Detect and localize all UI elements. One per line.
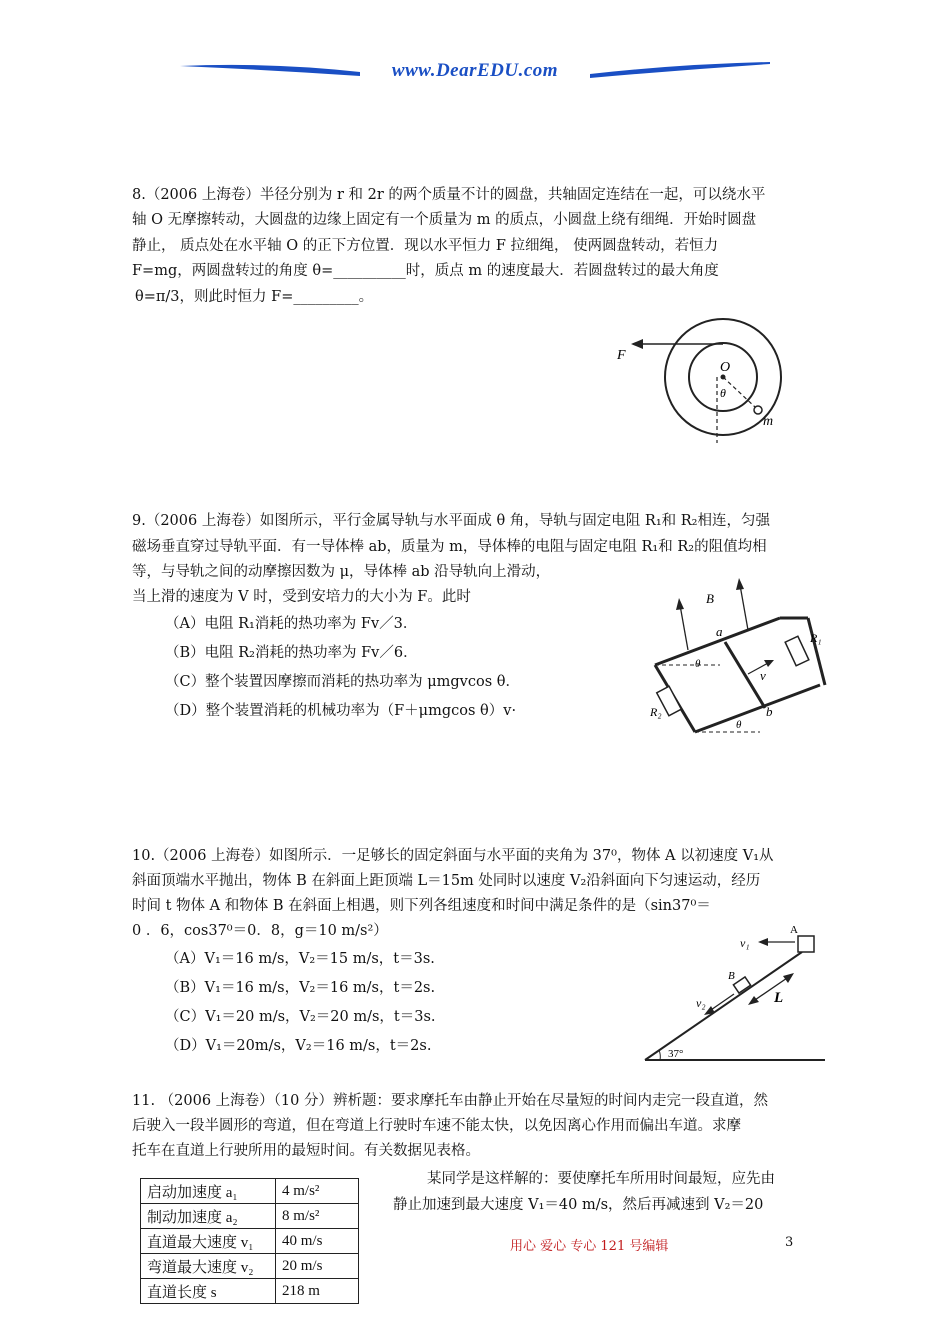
- table-cell-label: 直道长度 s: [141, 1279, 276, 1304]
- q9-line: 当上滑的速度为 V 时，受到安培力的大小为 F。此时: [132, 589, 471, 605]
- q11-data-table: [140, 1178, 359, 1304]
- q9-label-b: b: [766, 704, 773, 719]
- q11-side-line: 某同学是这样解的：要使摩托车所用时间最短，应先由: [427, 1171, 775, 1187]
- q9-label-v: v: [760, 668, 766, 683]
- q8-label-O: O: [720, 360, 731, 375]
- table-row: [141, 1279, 359, 1304]
- q10-label-A: A: [790, 924, 798, 936]
- q9-label-R2: R₂: [650, 705, 662, 719]
- q9-line: 磁场垂直穿过导轨平面．有一导体棒 ab，质量为 m，导体棒的电阻与固定电阻 R₁和 R₂的阻值均相: [132, 539, 767, 555]
- q10-incline-figure: [640, 922, 830, 1067]
- q9-option-d[interactable]: （D）整个装置消耗的机械功率为（F＋μmgcos θ）v·: [165, 703, 517, 719]
- table-row: [141, 1204, 359, 1229]
- q10-line: 0 ．6，cos37⁰＝0．8，g＝10 m/s²）: [132, 923, 388, 939]
- q9-option-b[interactable]: （B）电阻 R₂消耗的热功率为 Fv／6．: [165, 645, 418, 661]
- q10-label-v2: v₂: [696, 996, 706, 1010]
- q11-line: 后驶入一段半圆形的弯道，但在弯道上行驶时车速不能太快，以免因离心作用而偏出车道。求摩: [132, 1118, 741, 1134]
- q8-label-F: F: [617, 348, 626, 363]
- q9-option-c[interactable]: （C）整个装置因摩擦而消耗的热功率为 μmgvcos θ．: [165, 674, 520, 690]
- q8-disc-figure: [605, 315, 805, 450]
- q8-label-m: m: [763, 414, 774, 429]
- q10-line: 斜面顶端水平抛出，物体 B 在斜面上距顶端 L＝15m 处同时以速度 V₂沿斜面向下匀速运动，经历: [132, 873, 761, 889]
- q9-rail-figure: [640, 570, 840, 740]
- table-cell-label: 启动加速度 a₁: [141, 1179, 276, 1204]
- table-row: [141, 1229, 359, 1254]
- table-cell-label: 直道最大速度 v₁: [141, 1229, 276, 1254]
- q9-label-a: a: [716, 624, 723, 639]
- q8-line: 静止， 质点处在水平轴 O 的正下方位置．现以水平恒力 F 拉细绳， 使两圆盘转动，若恒力: [132, 238, 719, 254]
- q10-option-c[interactable]: （C）V₁＝20 m/s，V₂＝20 m/s，t＝3s.: [165, 1009, 436, 1025]
- q9-label-theta-upper: θ: [695, 658, 701, 670]
- q9-line: 等，与导轨之间的动摩擦因数为 μ，导体棒 ab 沿导轨向上滑动，: [132, 564, 551, 580]
- table-row: [141, 1254, 359, 1279]
- q10-label-angle: 37°: [668, 1048, 684, 1060]
- footer-text: 用心 爱心 专心 121 号编辑: [510, 1239, 669, 1254]
- q9-option-a[interactable]: （A）电阻 R₁消耗的热功率为 Fv／3．: [165, 616, 418, 632]
- q11-line: 11. （2006 上海卷）（10 分）辨析题：要求摩托车由静止开始在尽量短的时间内走完一段直道，然: [132, 1093, 768, 1109]
- q10-label-L: L: [774, 990, 784, 1006]
- q10-label-v1: v₁: [740, 936, 750, 950]
- q8-line: F=mg，两圆盘转过的角度 θ=__________时，质点 m 的速度最大．若圆盘转过的最大角度: [132, 263, 719, 279]
- q8-line: 轴 O 无摩擦转动，大圆盘的边缘上固定有一个质量为 m 的质点，小圆盘上绕有细绳．开始时圆盘: [132, 212, 757, 228]
- q8-line: 8.（2006 上海卷）半径分别为 r 和 2r 的两个质量不计的圆盘，共轴固定连结在一起，可以绕水平: [132, 187, 766, 203]
- q9-label-theta-lower: θ: [736, 719, 742, 731]
- site-url[interactable]: www.DearEDU.com: [391, 60, 559, 81]
- q9-line: 9.（2006 上海卷）如图所示，平行金属导轨与水平面成 θ 角，导轨与固定电阻 R₁和 R₂相连，匀强: [132, 513, 770, 529]
- q10-option-a[interactable]: （A）V₁＝16 m/s，V₂＝15 m/s，t＝3s.: [165, 951, 435, 967]
- q10-line: 10.（2006 上海卷）如图所示．一足够长的固定斜面与水平面的夹角为 37⁰，物体 A 以初速度 V₁从: [132, 848, 774, 864]
- q10-option-b[interactable]: （B）V₁＝16 m/s，V₂＝16 m/s，t＝2s.: [165, 980, 436, 996]
- q8-label-theta: θ: [720, 386, 726, 400]
- table-cell-label: 制动加速度 a₂: [141, 1204, 276, 1229]
- q11-line: 托车在直道上行驶所用的最短时间。有关数据见表格。: [132, 1143, 480, 1159]
- q9-label-R1: R₁: [810, 631, 822, 645]
- table-cell-value: 20 m/s: [276, 1254, 359, 1279]
- table-cell-value: 4 m/s²: [276, 1179, 359, 1204]
- q10-line: 时间 t 物体 A 和物体 B 在斜面上相遇，则下列各组速度和时间中满足条件的是（sin37⁰＝: [132, 898, 711, 914]
- table-cell-value: 218 m: [276, 1279, 359, 1304]
- page-number: 3: [785, 1235, 794, 1250]
- table-cell-value: 40 m/s: [276, 1229, 359, 1254]
- q9-label-B: B: [706, 591, 714, 606]
- q11-side-line: 静止加速到最大速度 V₁＝40 m/s，然后再减速到 V₂＝20: [393, 1197, 764, 1213]
- table-cell-value: 8 m/s²: [276, 1204, 359, 1229]
- q10-label-B: B: [728, 970, 735, 982]
- table-row: [141, 1179, 359, 1204]
- table-cell-label: 弯道最大速度 v₂: [141, 1254, 276, 1279]
- q8-line: θ=π/3，则此时恒力 F=_________。: [135, 289, 374, 305]
- q10-option-d[interactable]: （D）V₁＝20m/s，V₂＝16 m/s，t＝2s.: [165, 1038, 432, 1054]
